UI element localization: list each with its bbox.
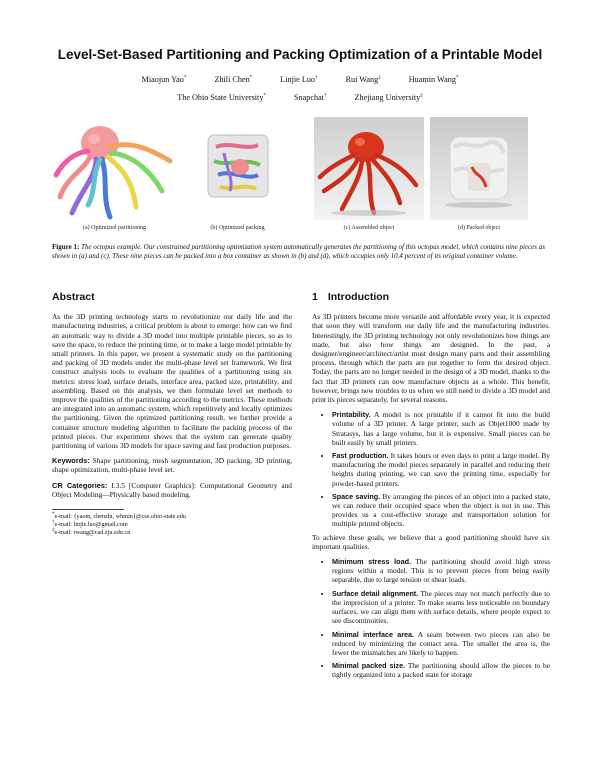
subfigure-caption-b: (b) Optimized packing bbox=[210, 225, 265, 231]
affiliation: The Ohio State University* bbox=[177, 93, 266, 102]
keywords bbox=[52, 456, 292, 474]
abstract-heading: Abstract bbox=[52, 291, 95, 303]
paper-title: Level-Set-Based Partitioning and Packing Optimization of a Printable Model bbox=[57, 47, 543, 62]
figure-panel-a-octopus-partitioned bbox=[52, 117, 177, 220]
figure-label: Figure 1: bbox=[52, 243, 80, 251]
list-item: • Space saving. By arranging the pieces of an object into a packed state, we can reduce their occupied space when the object is not in use. This provides us a cost-effective storage and transportation solution for multiple printed objects. bbox=[332, 492, 550, 529]
list-item: • Surface detail alignment. The pieces may not match perfectly due to the imprecision of a printer. To make seams less noticeable on boundary surfaces, we can align them with surface details, where people expect to see discontinuities. bbox=[332, 589, 550, 626]
introduction-heading: 1 Introduction bbox=[312, 291, 390, 303]
author: Zhili Chen* bbox=[214, 75, 253, 84]
left-column bbox=[52, 293, 292, 537]
reasons-list bbox=[312, 410, 550, 528]
author: Miaojun Yao* bbox=[141, 75, 187, 84]
subfigure-caption-c: (c) Assembled object bbox=[343, 225, 395, 231]
affiliation-list bbox=[0, 93, 600, 102]
figure-panel-d-packed-object bbox=[430, 117, 528, 220]
footnote-rule bbox=[52, 509, 124, 510]
footnote: ‡e-mail: rwang@cad.zju.edu.cn bbox=[52, 528, 131, 537]
list-item: • Fast production. It takes hours or even days to print a large model. By manufacturing the model pieces separately in parallel and reducing their heights during printing, we can save the printing time, especially for powder-based printers. bbox=[332, 451, 550, 488]
abstract-body: As the 3D printing technology starts to revolutionize our daily life and the manufacturing industries, a critical problem is about to emerge: how can we find an automatic way to divide a 3D model into multiple printable pieces, so as to save the space, to reduce the printing time, or to make a large model printable by small printers. In this paper, we present a systematic study on the partitioning and packing of 3D models under the multi-phase level set framework. We first construct analysis tools to evaluate the qualities of a partitioning using six metrics: stress load, surface details, interface area, packed size, printability, and assembling. Based on this analysis, we then formulate level set methods to improve the qualities of the partitioning according to the metrics. These methods are integrated into an automatic system, which repetitively and locally optimizes the partitioning. Given the optimized partitioning result, we further provide a container structure modeling algorithm to facilitate the packing process of the printed pieces. Our experiment shows that the system can generate quality partitioning of various 3D models for space saving and fast production purposes. bbox=[52, 312, 292, 451]
footnote: †e-mail: linjie.luo@gmail.com bbox=[52, 520, 128, 529]
figure-caption-text: The octopus example. Our constrained partitioning optimization system automatically generates the partitioning of this octopus model, which contains nine pieces as shown in (a) and (c). These nine pieces can be packed into a box container as shown in (b) and (d), which occupies only 10.4 percent of its original container volume. bbox=[52, 243, 545, 261]
author: Huamin Wang* bbox=[408, 75, 459, 84]
figure-caption bbox=[52, 243, 547, 262]
author: Rui Wang‡ bbox=[345, 75, 381, 84]
footnote: *e-mail: {yaom, chenzhi, whmin}@cse.ohio-state.edu bbox=[52, 512, 186, 521]
subfigure-caption-a: (a) Optimized partitioning bbox=[83, 225, 146, 231]
list-item: • Printability. A model is not printable if it cannot fit into the build volume of a 3D printer. A large printer, such as Objet1000 made by Stratasys, has a large volume, but it is expensive. Small pieces can be built easily by small printers. bbox=[332, 410, 550, 447]
subfigure-caption-d: (d) Packed object bbox=[458, 225, 500, 231]
author: Linjie Luo† bbox=[280, 75, 318, 84]
affiliation: Snapchat† bbox=[293, 93, 327, 102]
intro-paragraph: To achieve these goals, we believe that a good partitioning should have six important qualities. bbox=[312, 532, 550, 551]
list-item: • Minimum stress load. The partitioning should avoid high stress regions within a model. This is to prevent pieces from being easily separable, due to large tension or shear loads. bbox=[332, 557, 550, 585]
figure-panel-c-assembled-object bbox=[314, 117, 424, 220]
keywords-text: Shape partitioning, mesh segmentation, 3D packing, 3D printing, shape optimization, multi-phase level set. bbox=[52, 456, 292, 475]
qualities-list bbox=[312, 557, 550, 679]
cr-categories bbox=[52, 481, 292, 499]
keywords-label: Keywords: bbox=[52, 456, 90, 466]
list-item: • Minimal packed size. The partitioning should allow the pieces to be tightly organized into a packed state for storage bbox=[332, 661, 550, 679]
figure-panel-b-packed-box bbox=[190, 117, 285, 220]
author-list bbox=[0, 75, 600, 84]
affiliation: Zhejiang University‡ bbox=[354, 93, 423, 102]
cr-categories-text: I.3.5 [Computer Graphics]: Computational Geometry and Object Modeling—Physically based modeling. bbox=[52, 480, 292, 499]
right-column bbox=[312, 293, 550, 684]
list-item: • Minimal interface area. A seam between two pieces can also be reduced by minimizing the contact area. The smaller the area is, the fewer the mismatches are likely to happen. bbox=[332, 630, 550, 658]
cr-categories-label: CR Categories: bbox=[52, 480, 108, 490]
intro-paragraph: As 3D printers become more versatile and affordable every year, it is expected that soon they will transform our daily life and the manufacturing industries. Interestingly, the 3D printing technology not only revolutionizes how things are made, but also how things are designed. In the past, a designer/engineer/architect/artist must design many parts and their assembling process, through which the parts are put together to form the desired object. Today, the parts are no longer needed in the design of a 3D model, thanks to the fact that 3D printers can now manufacture objects as a whole. This benefit, however, brings new troubles to us when we still need to divide a 3D model and print its pieces separately, for several reasons. bbox=[312, 312, 550, 405]
